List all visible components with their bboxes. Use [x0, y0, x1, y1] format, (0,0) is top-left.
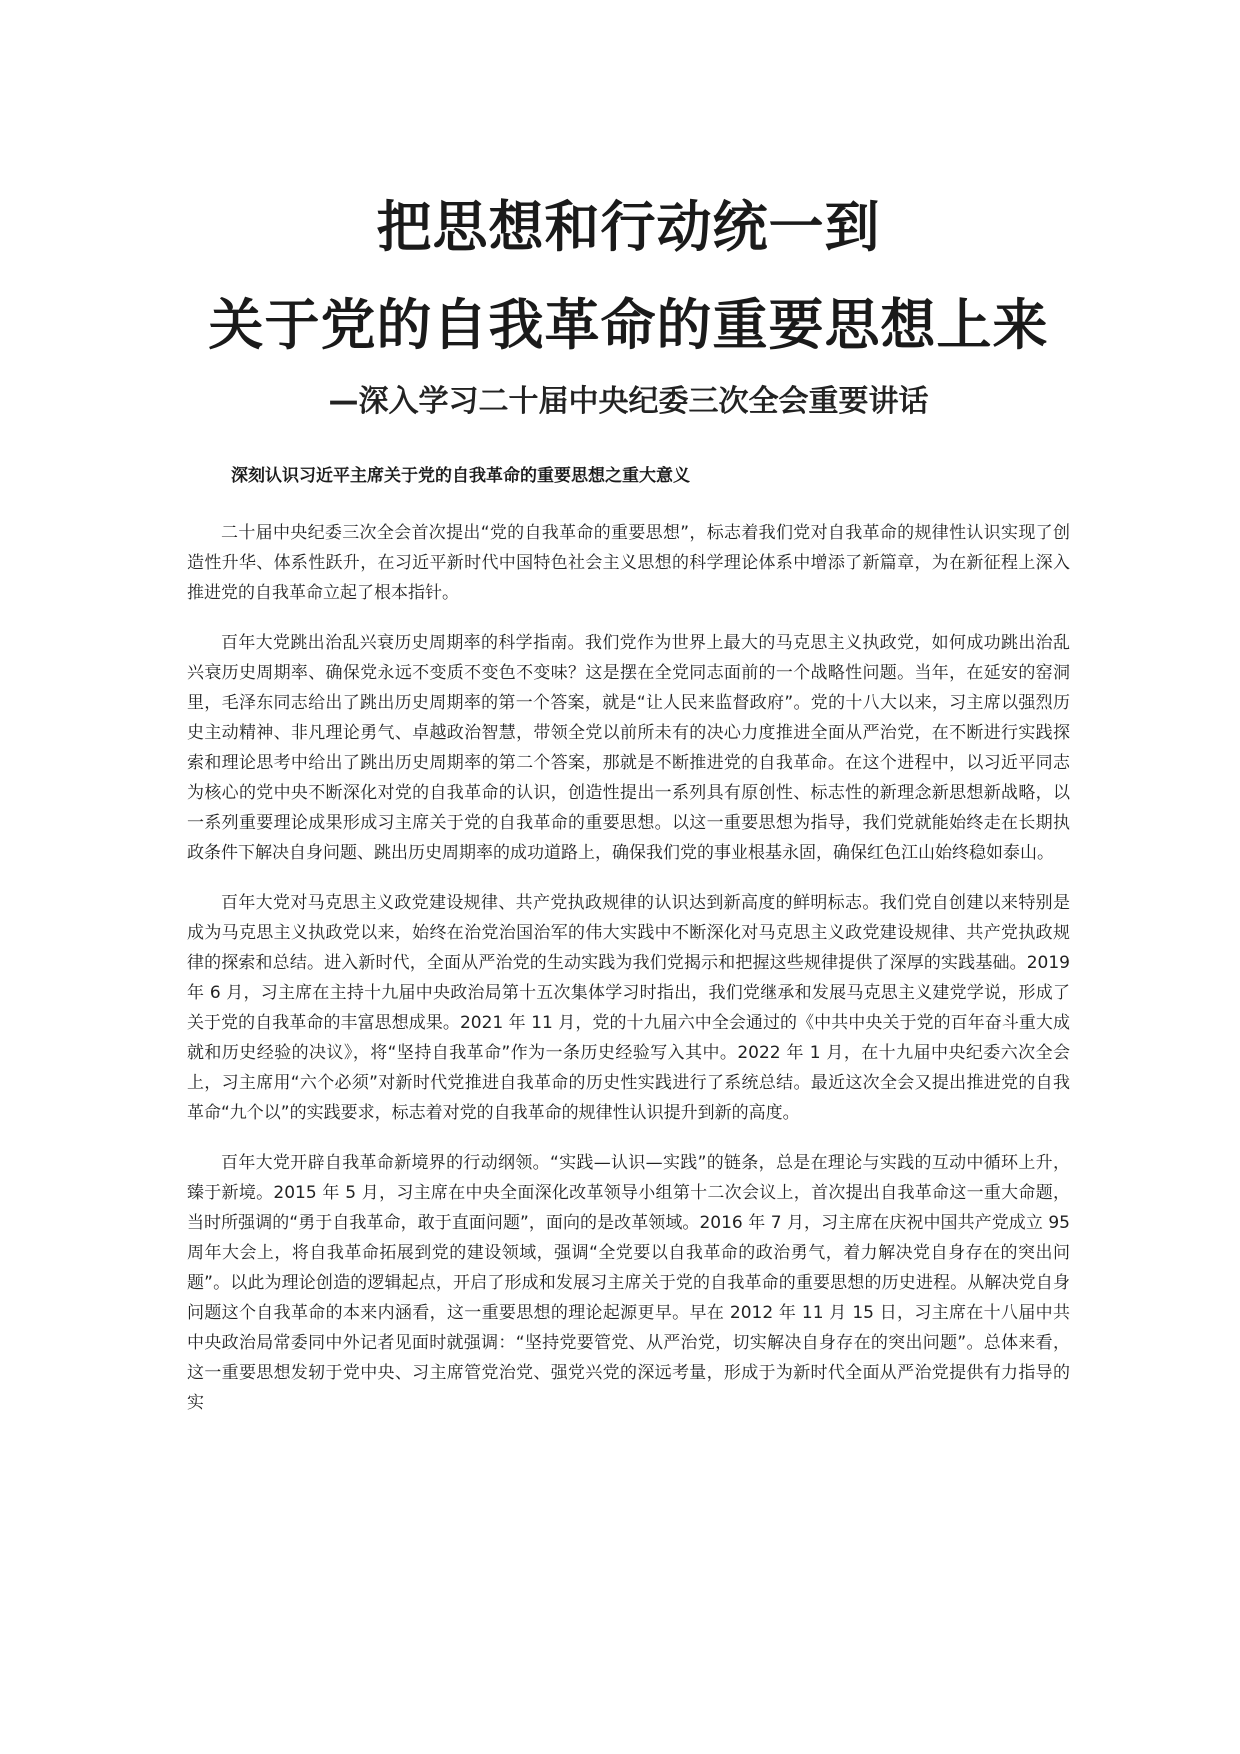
section-heading: 深刻认识习近平主席关于党的自我革命的重要思想之重大意义	[231, 466, 690, 486]
document-title	[187, 178, 1070, 374]
paragraph-action-guide: 百年大党开辟自我革命新境界的行动纲领。“实践—认识—实践”的链条，总是在理论与实践的互动中循环上升，臻于新境。2015 年 5 月，习主席在中央全面深化改革领导小组第十二次会议上，首次提出自我革命这一重大命题，当时所强调的“勇于自我革命，敢于直面问题”，面向的是改革领域。2016 年 7 月，习主席在庆祝中国共产党成立 95 周年大会上，将自我革命拓展到党的建设领域，强调“全党要以自我革命的政治勇气，着力解决党自身存在的突出问题”。以此为理论创造的逻辑起点，开启了形成和发展习主席关于党的自我革命的重要思想的历史进程。从解决党自身问题这个自我革命的本来内涵看，这一重要思想的理论起源更早。早在 2012 年 11 月 15 日，习主席在十八届中共中央政治局常委同中外记者见面时就强调：“坚持党要管党、从严治党，切实解决自身存在的突出问题”。总体来看，这一重要思想发轫于党中央、习主席管党治党、强党兴党的深远考量，形成于为新时代全面从严治党提供有力指导的实	[187, 1153, 1070, 1413]
paragraph-intro: 二十届中央纪委三次全会首次提出“党的自我革命的重要思想”，标志着我们党对自我革命的规律性认识实现了创造性升华、体系性跃升，在习近平新时代中国特色社会主义思想的科学理论体系中增添了新篇章，为在新征程上深入推进党的自我革命立起了根本指针。	[187, 523, 1070, 603]
paragraph-history-cycle: 百年大党跳出治乱兴衰历史周期率的科学指南。我们党作为世界上最大的马克思主义执政党，如何成功跳出治乱兴衰历史周期率、确保党永远不变质不变色不变味？这是摆在全党同志面前的一个战略性问题。当年，在延安的窑洞里，毛泽东同志给出了跳出历史周期率的第一个答案，就是“让人民来监督政府”。党的十八大以来，习主席以强烈历史主动精神、非凡理论勇气、卓越政治智慧，带领全党以前所未有的决心力度推进全面从严治党，在不断进行实践探索和理论思考中给出了跳出历史周期率的第二个答案，那就是不断推进党的自我革命。在这个进程中，以习近平同志为核心的党中央不断深化对党的自我革命的认识，创造性提出一系列具有原创性、标志性的新理念新思想新战略，以一系列重要理论成果形成习主席关于党的自我革命的重要思想。以这一重要思想为指导，我们党就能始终走在长期执政条件下解决自身问题、跳出历史周期率的成功道路上，确保我们党的事业根基永固，确保红色江山始终稳如泰山。	[187, 633, 1070, 863]
document-subtitle: —深入学习二十届中央纪委三次全会重要讲话	[328, 384, 929, 419]
title-line-2: 关于党的自我革命的重要思想上来	[208, 293, 1049, 357]
paragraph-party-building-laws: 百年大党对马克思主义政党建设规律、共产党执政规律的认识达到新高度的鲜明标志。我们党自创建以来特别是成为马克思主义执政党以来，始终在治党治国治军的伟大实践中不断深化对马克思主义政党建设规律、共产党执政规律的探索和总结。进入新时代，全面从严治党的生动实践为我们党揭示和把握这些规律提供了深厚的实践基础。2019 年 6 月，习主席在主持十九届中央政治局第十五次集体学习时指出，我们党继承和发展马克思主义建党学说，形成了关于党的自我革命的丰富思想成果。2021 年 11 月，党的十九届六中全会通过的《中共中央关于党的百年奋斗重大成就和历史经验的决议》，将“坚持自我革命”作为一条历史经验写入其中。2022 年 1 月，在十九届中央纪委六次全会上，习主席用“六个必须”对新时代党推进自我革命的历史性实践进行了系统总结。最近这次全会又提出推进党的自我革命“九个以”的实践要求，标志着对党的自我革命的规律性认识提升到新的高度。	[187, 893, 1070, 1123]
title-line-1: 把思想和行动统一到	[376, 195, 881, 259]
